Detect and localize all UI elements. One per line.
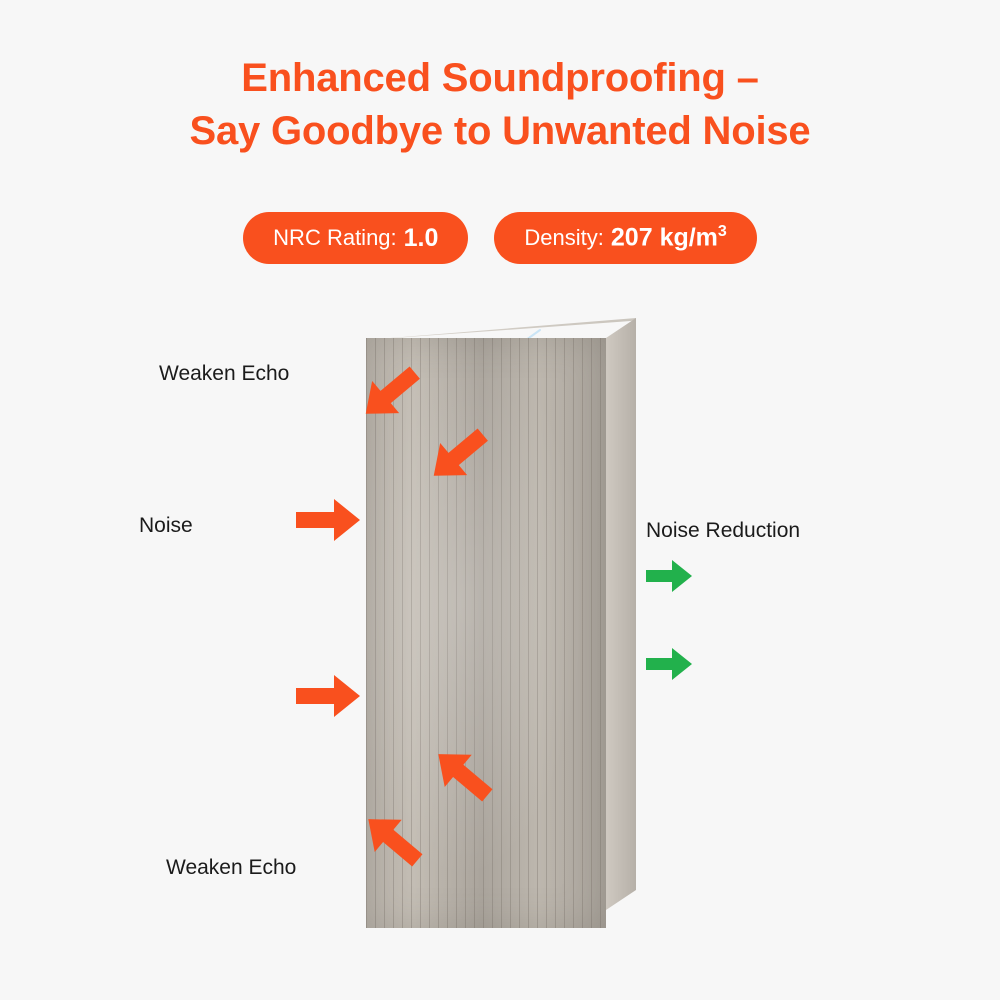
- title-line-2: Say Goodbye to Unwanted Noise: [189, 108, 811, 153]
- page-title: [0, 52, 1000, 158]
- badge-density-superscript: 3: [717, 223, 727, 241]
- label-noise-reduction: Noise Reduction: [646, 519, 801, 542]
- badge-nrc-value: 1.0: [403, 223, 439, 252]
- acoustic-panel-image: [366, 318, 636, 928]
- panel-front-face: [366, 338, 606, 928]
- label-weaken-echo-bottom: Weaken Echo: [166, 856, 297, 879]
- panel-side-edge: [606, 318, 636, 910]
- badge-density: [494, 212, 756, 264]
- label-noise: Noise: [139, 514, 193, 537]
- soundproofing-diagram: [0, 300, 1000, 960]
- badge-nrc-label: NRC Rating:: [273, 225, 397, 250]
- badge-nrc-rating: [243, 212, 468, 264]
- panel-top-face: [366, 318, 636, 340]
- title-line-1: Enhanced Soundproofing –: [241, 56, 759, 100]
- badge-density-value: 207 $kg/m^3$: [610, 223, 727, 252]
- waveform-left-icon: [0, 422, 358, 798]
- badge-density-label: Density:: [524, 225, 604, 250]
- label-weaken-echo-top: Weaken Echo: [159, 362, 290, 385]
- spec-badge-group: [0, 212, 1000, 264]
- waveform-right-icon: [646, 568, 918, 652]
